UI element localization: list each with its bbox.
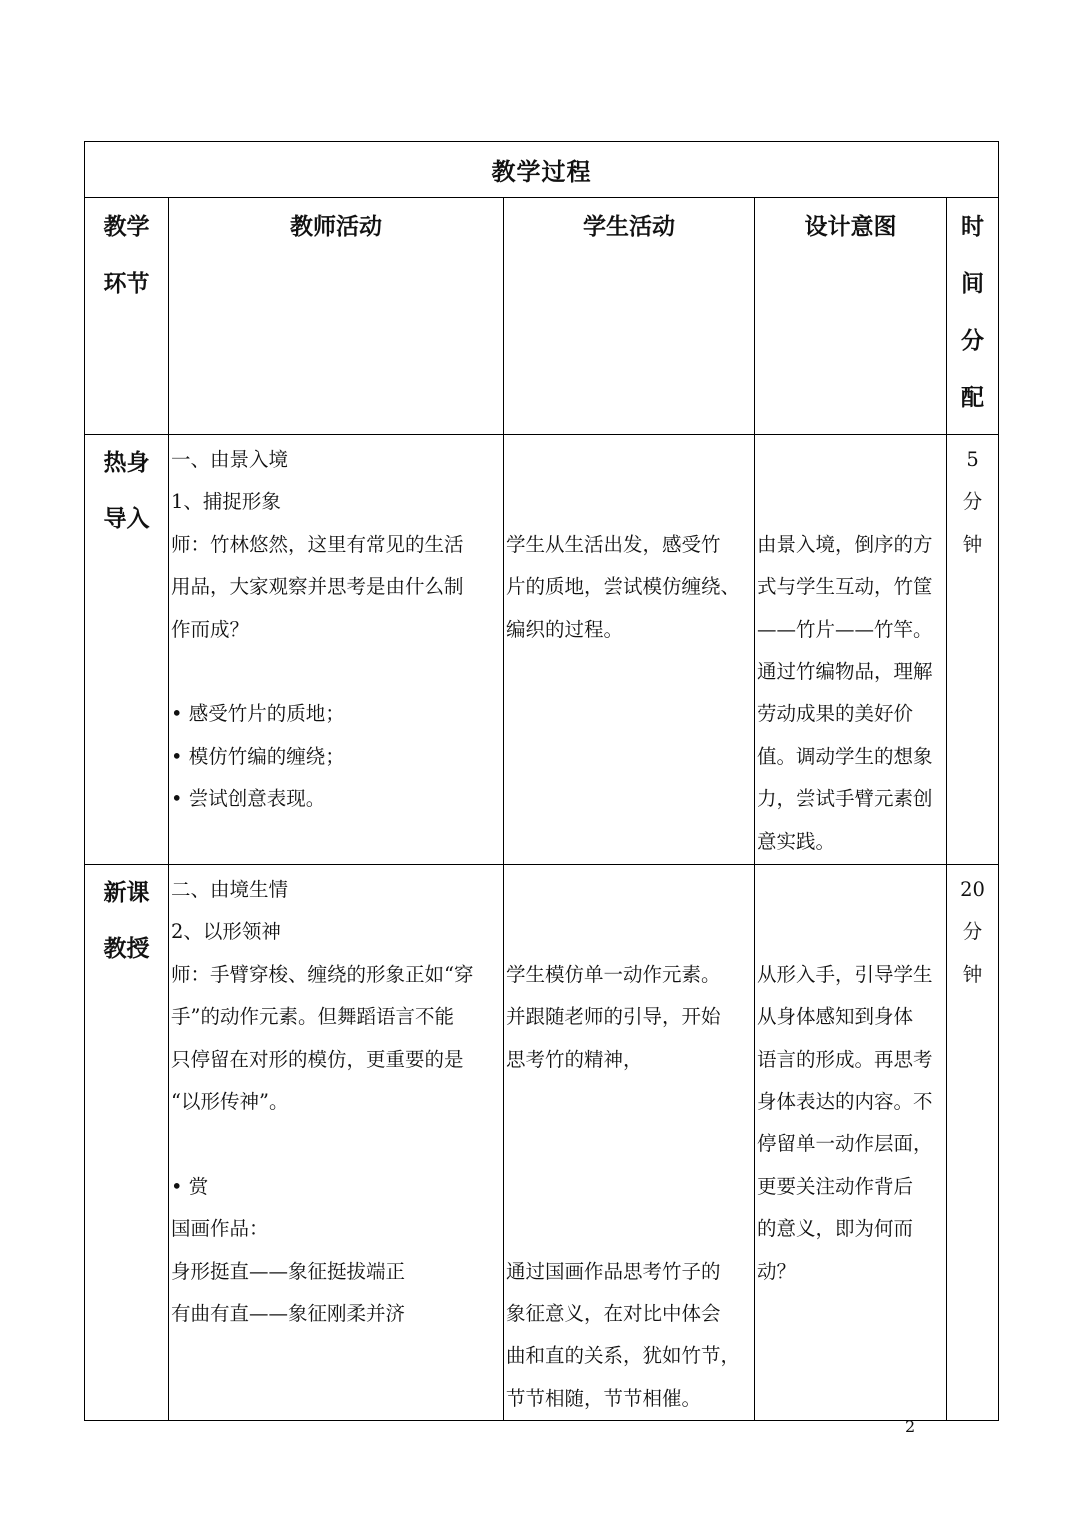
cell-line: • 赏 (171, 1174, 209, 1198)
teacher-activity-cell (169, 435, 504, 865)
page-number: 2 (905, 1417, 916, 1436)
header-time-char: 配 (961, 384, 985, 411)
cell-line: 分 (962, 490, 983, 514)
cell-line (506, 481, 754, 523)
cell-line: 值。调动学生的想象 (757, 744, 933, 768)
header-time-char: 间 (961, 270, 985, 297)
cell-line: 身形挺直——象征挺拔端正 (171, 1259, 406, 1283)
cell-line: 语言的形成。再思考 (757, 1047, 933, 1071)
cell-line: “以形传神”。 (171, 1090, 289, 1114)
cell-line: 有曲有直——象征刚柔并济 (171, 1302, 406, 1326)
cell-line: 的意义，即为何而 (757, 1217, 914, 1241)
cell-line: 学生从生活出发，感受竹 (506, 532, 721, 556)
cell-line (506, 1208, 754, 1250)
cell-line: 分 (962, 920, 983, 944)
cell-line: 从身体感知到身体 (757, 1005, 914, 1029)
cell-line: 教授 (103, 935, 150, 962)
cell-line: 身体表达的内容。不 (757, 1090, 933, 1113)
cell-line (757, 481, 946, 523)
cell-line: 师：竹林悠然，这里有常见的生活 (171, 532, 464, 556)
header-student-activity: 学生活动 (504, 198, 755, 435)
cell-line: 国画作品： (171, 1217, 269, 1241)
cell-line: • 模仿竹编的缠绕； (171, 744, 345, 768)
cell-line: 1、捕捉形象 (171, 490, 281, 514)
teaching-process-table (84, 141, 999, 1421)
cell-line (506, 1123, 754, 1165)
cell-line (757, 439, 946, 481)
cell-line (171, 651, 503, 693)
cell-line: 通过竹编物品，理解 (757, 660, 933, 683)
cell-line: 导入 (103, 505, 150, 532)
header-teacher-activity: 教师活动 (169, 198, 504, 435)
header-section-line: 环节 (103, 270, 150, 297)
header-design-intent: 设计意图 (755, 198, 947, 435)
cell-line: • 尝试创意表现。 (171, 787, 326, 811)
cell-line: 手”的动作元素。但舞蹈语言不能 (171, 1005, 454, 1029)
cell-line: 钟 (962, 532, 983, 556)
cell-line: 象征意义，在对比中体会 (506, 1301, 721, 1325)
cell-line: 从形入手，引导学生 (757, 962, 933, 986)
cell-line: 劳动成果的美好价 (757, 702, 914, 726)
section-cell (85, 435, 169, 865)
cell-line: 钟 (962, 962, 983, 986)
cell-line: 作而成？ (171, 617, 250, 641)
student-activity-cell (504, 865, 755, 1421)
cell-line: 式与学生互动，竹筐 (757, 575, 933, 599)
cell-line: 二、由境生情 (171, 878, 289, 901)
cell-line (506, 1081, 754, 1123)
cell-line: 节节相随，节节相催。 (506, 1386, 702, 1410)
time-cell (947, 435, 999, 865)
header-time-char: 分 (961, 327, 985, 354)
header-time (947, 198, 999, 435)
cell-line: 片的质地，尝试模仿缠绕、 (506, 575, 741, 599)
cell-line: 2、以形领神 (171, 920, 281, 944)
cell-line (506, 869, 754, 911)
cell-line (757, 869, 946, 911)
cell-line: 通过国画作品思考竹子的 (506, 1259, 721, 1283)
cell-line (171, 1123, 503, 1165)
cell-line: 力，尝试手臂元素创 (757, 787, 933, 811)
teacher-activity-cell (169, 865, 504, 1421)
cell-line: 20 (960, 878, 985, 901)
cell-line: 只停留在对形的模仿，更重要的是 (171, 1047, 464, 1071)
header-section (85, 198, 169, 435)
cell-line: 思考竹的精神， (506, 1047, 643, 1071)
section-cell (85, 865, 169, 1421)
cell-line: 意实践。 (757, 829, 836, 853)
design-intent-cell (755, 435, 947, 865)
cell-line: 编织的过程。 (506, 617, 624, 641)
cell-line: 一、由景入境 (171, 448, 289, 471)
table-title: 教学过程 (85, 142, 999, 198)
header-section-line: 教学 (103, 213, 150, 240)
cell-line: 停留单一动作层面， (757, 1132, 933, 1156)
cell-line: 用品，大家观察并思考是由什么制 (171, 575, 464, 599)
cell-line: 热身 (103, 449, 150, 476)
cell-line (506, 439, 754, 481)
table-row (85, 865, 999, 1421)
cell-line: ——竹片——竹竿。 (757, 617, 933, 641)
cell-line: 由景入境，倒序的方 (757, 532, 933, 556)
cell-line: 并跟随老师的引导，开始 (506, 1005, 721, 1029)
cell-line: 更要关注动作背后 (757, 1174, 914, 1198)
cell-line: 5 (966, 448, 979, 471)
cell-line (506, 911, 754, 953)
design-intent-cell (755, 865, 947, 1421)
table-row (85, 435, 999, 865)
cell-line (506, 1166, 754, 1208)
cell-line: 师：手臂穿梭、缠绕的形象正如“穿 (171, 962, 474, 986)
cell-line: 新课 (103, 879, 150, 906)
time-cell (947, 865, 999, 1421)
cell-line (757, 911, 946, 953)
cell-line: • 感受竹片的质地； (171, 702, 345, 726)
header-time-char: 时 (961, 213, 985, 240)
student-activity-cell (504, 435, 755, 865)
cell-line: 学生模仿单一动作元素。 (506, 962, 721, 986)
cell-line: 动？ (757, 1259, 797, 1283)
cell-line: 曲和直的关系，犹如竹节， (506, 1344, 741, 1368)
